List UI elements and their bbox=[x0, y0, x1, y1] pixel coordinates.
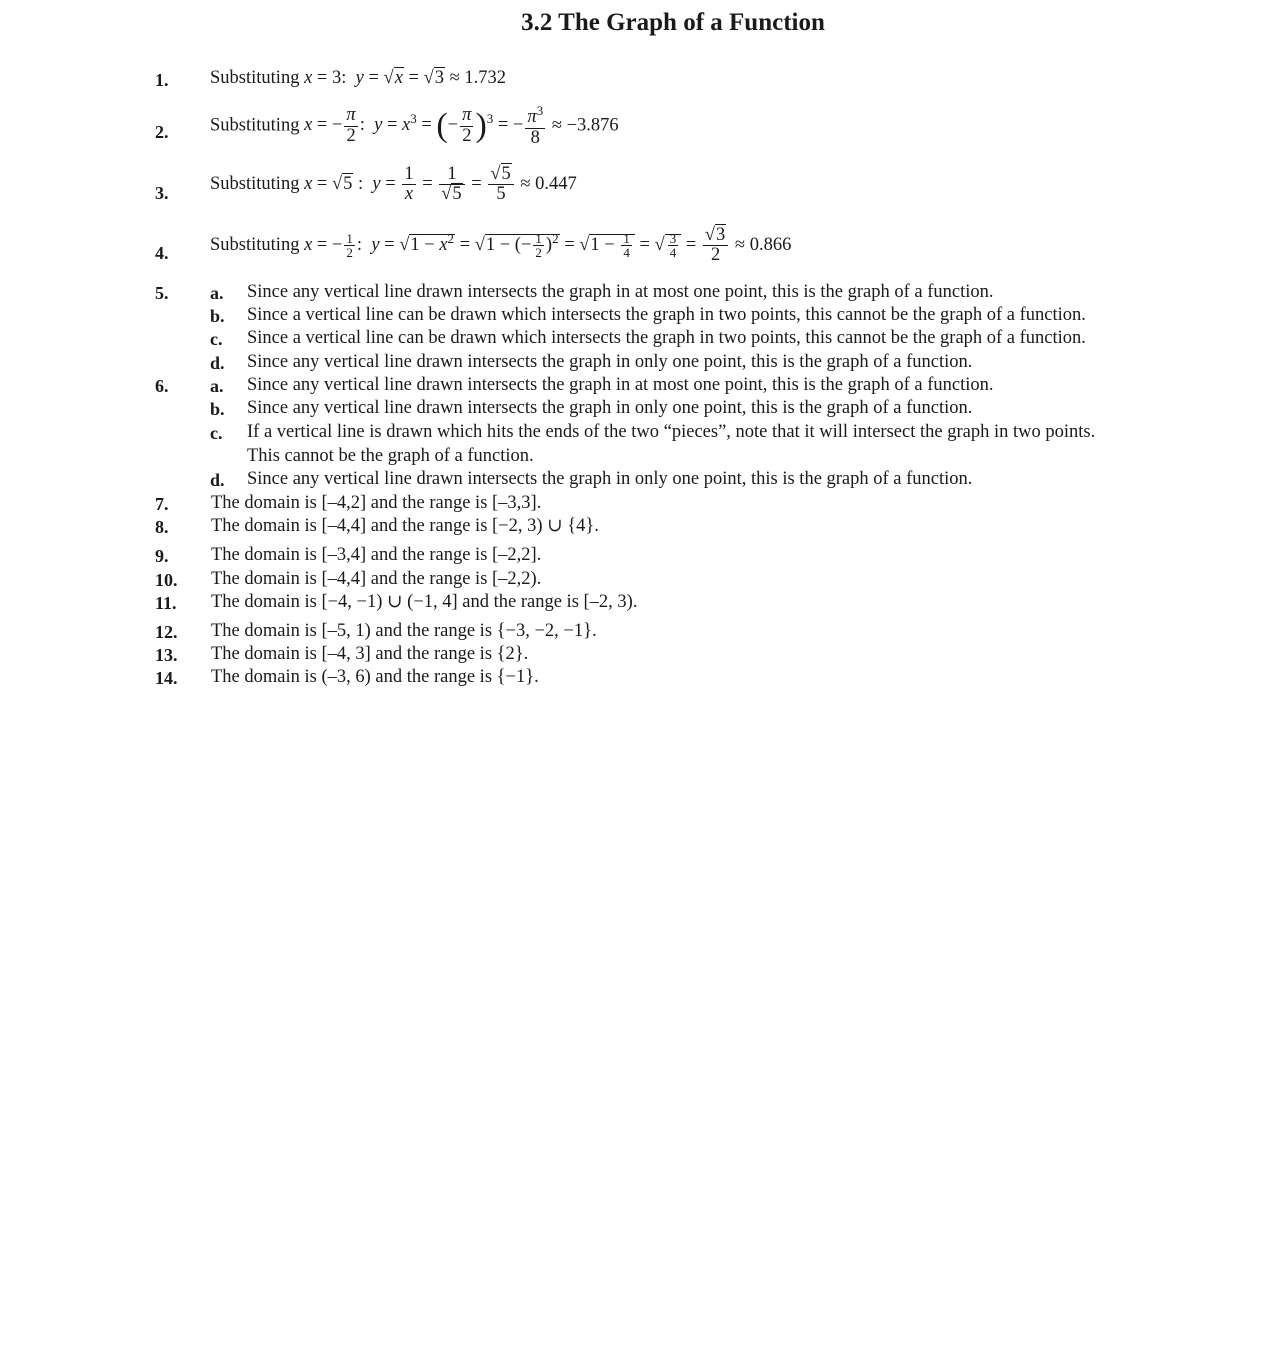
lead-text: Substituting bbox=[210, 68, 300, 88]
part-text: Since a vertical line can be drawn which intersects the graph in two points, this cannot be the graph of a function. bbox=[247, 305, 1086, 325]
part-text-continued: This cannot be the graph of a function. bbox=[247, 446, 534, 466]
result: ≈ 0.866 bbox=[734, 235, 792, 256]
problem-number: 13. bbox=[155, 645, 178, 665]
problem-number: 12. bbox=[155, 622, 178, 642]
part-letter: b. bbox=[210, 306, 225, 326]
part-text: Since any vertical line drawn intersects the graph in at most one point, this is the graph of a function. bbox=[247, 375, 994, 395]
part-text: Since any vertical line drawn intersects the graph in only one point, this is the graph of a function. bbox=[247, 469, 973, 489]
problem-answer: The domain is [–4,4] and the range is [–2,2). bbox=[211, 569, 542, 589]
problem-answer: The domain is (–3, 6) and the range is {−1}. bbox=[211, 667, 539, 687]
problem-number: 5. bbox=[155, 283, 169, 303]
problem-answer: The domain is [–4,4] and the range is [−2, 3) ∪ {4}. bbox=[211, 516, 599, 536]
part-letter: d. bbox=[210, 470, 225, 490]
problem-number: 3. bbox=[155, 183, 169, 203]
part-letter: b. bbox=[210, 399, 225, 419]
problem-number: 8. bbox=[155, 517, 169, 537]
problem-1-solution: Substituting x = 3: y = √x = √3 ≈ 1.732 bbox=[210, 68, 507, 88]
part-letter: c. bbox=[210, 329, 223, 349]
result: ≈ 0.447 bbox=[520, 174, 577, 195]
problem-number: 2. bbox=[155, 122, 169, 142]
part-text: Since any vertical line drawn intersects the graph in only one point, this is the graph of a function. bbox=[247, 398, 973, 418]
problem-4-solution: Substituting x = − $\frac{1}{2}$ : $y = √1 - x^2 = √1$ − (− $\frac{1}{2}$ )$^2$ = √1 − $\frac{1}{4}$ = √ $\frac{3}{4}$ = $\frac{√3}{2}$ ≈ 0.866 bbox=[210, 225, 792, 266]
problem-3-solution: Substituting x = √5 : y = $\frac{1}{x}$ = $\frac{1}{√5}$ = $\frac{√5}{5}$ ≈ 0.447 bbox=[210, 164, 577, 205]
problem-number: 10. bbox=[155, 570, 178, 590]
problem-answer: The domain is [–5, 1) and the range is {−3, −2, −1}. bbox=[211, 621, 597, 641]
problem-answer: The domain is [–3,4] and the range is [–2,2]. bbox=[211, 545, 542, 565]
problem-number: 11. bbox=[155, 593, 177, 613]
lead-text: Substituting bbox=[210, 174, 300, 195]
part-text: Since any vertical line drawn intersects the graph in at most one point, this is the graph of a function. bbox=[247, 282, 994, 302]
part-letter: a. bbox=[210, 376, 224, 396]
page-title: 3.2 The Graph of a Function bbox=[521, 9, 825, 36]
lead-text: Substituting bbox=[210, 235, 300, 256]
problem-number: 6. bbox=[155, 376, 169, 396]
result: ≈ 1.732 bbox=[449, 68, 507, 88]
problem-number: 4. bbox=[155, 243, 169, 263]
problem-number: 1. bbox=[155, 70, 169, 90]
problem-number: 9. bbox=[155, 546, 169, 566]
part-letter: a. bbox=[210, 283, 224, 303]
lead-text: Substituting bbox=[210, 115, 300, 136]
part-letter: c. bbox=[210, 423, 223, 443]
problem-answer: The domain is [−4, −1) ∪ (−1, 4] and the range is [–2, 3). bbox=[211, 592, 638, 612]
problem-number: 14. bbox=[155, 668, 178, 688]
part-letter: d. bbox=[210, 353, 225, 373]
part-text: Since any vertical line drawn intersects the graph in only one point, this is the graph of a function. bbox=[247, 352, 973, 372]
problem-number: 7. bbox=[155, 494, 169, 514]
part-text: If a vertical line is drawn which hits the ends of the two “pieces”, note that it will intersect the graph in two points. bbox=[247, 422, 1096, 442]
problem-answer: The domain is [–4,2] and the range is [–3,3]. bbox=[211, 493, 542, 513]
problem-answer: The domain is [–4, 3] and the range is {2}. bbox=[211, 644, 529, 664]
result: ≈ −3.876 bbox=[551, 115, 619, 136]
part-text: Since a vertical line can be drawn which intersects the graph in two points, this cannot be the graph of a function. bbox=[247, 328, 1086, 348]
problem-2-solution: Substituting x = − $\frac{\pi}{2}$ : $y = x^3$ = (− $\frac{\pi}{2}$ )$^3$ = − $\frac{\pi^3}{8}$ ≈ −3.876 bbox=[210, 103, 619, 148]
